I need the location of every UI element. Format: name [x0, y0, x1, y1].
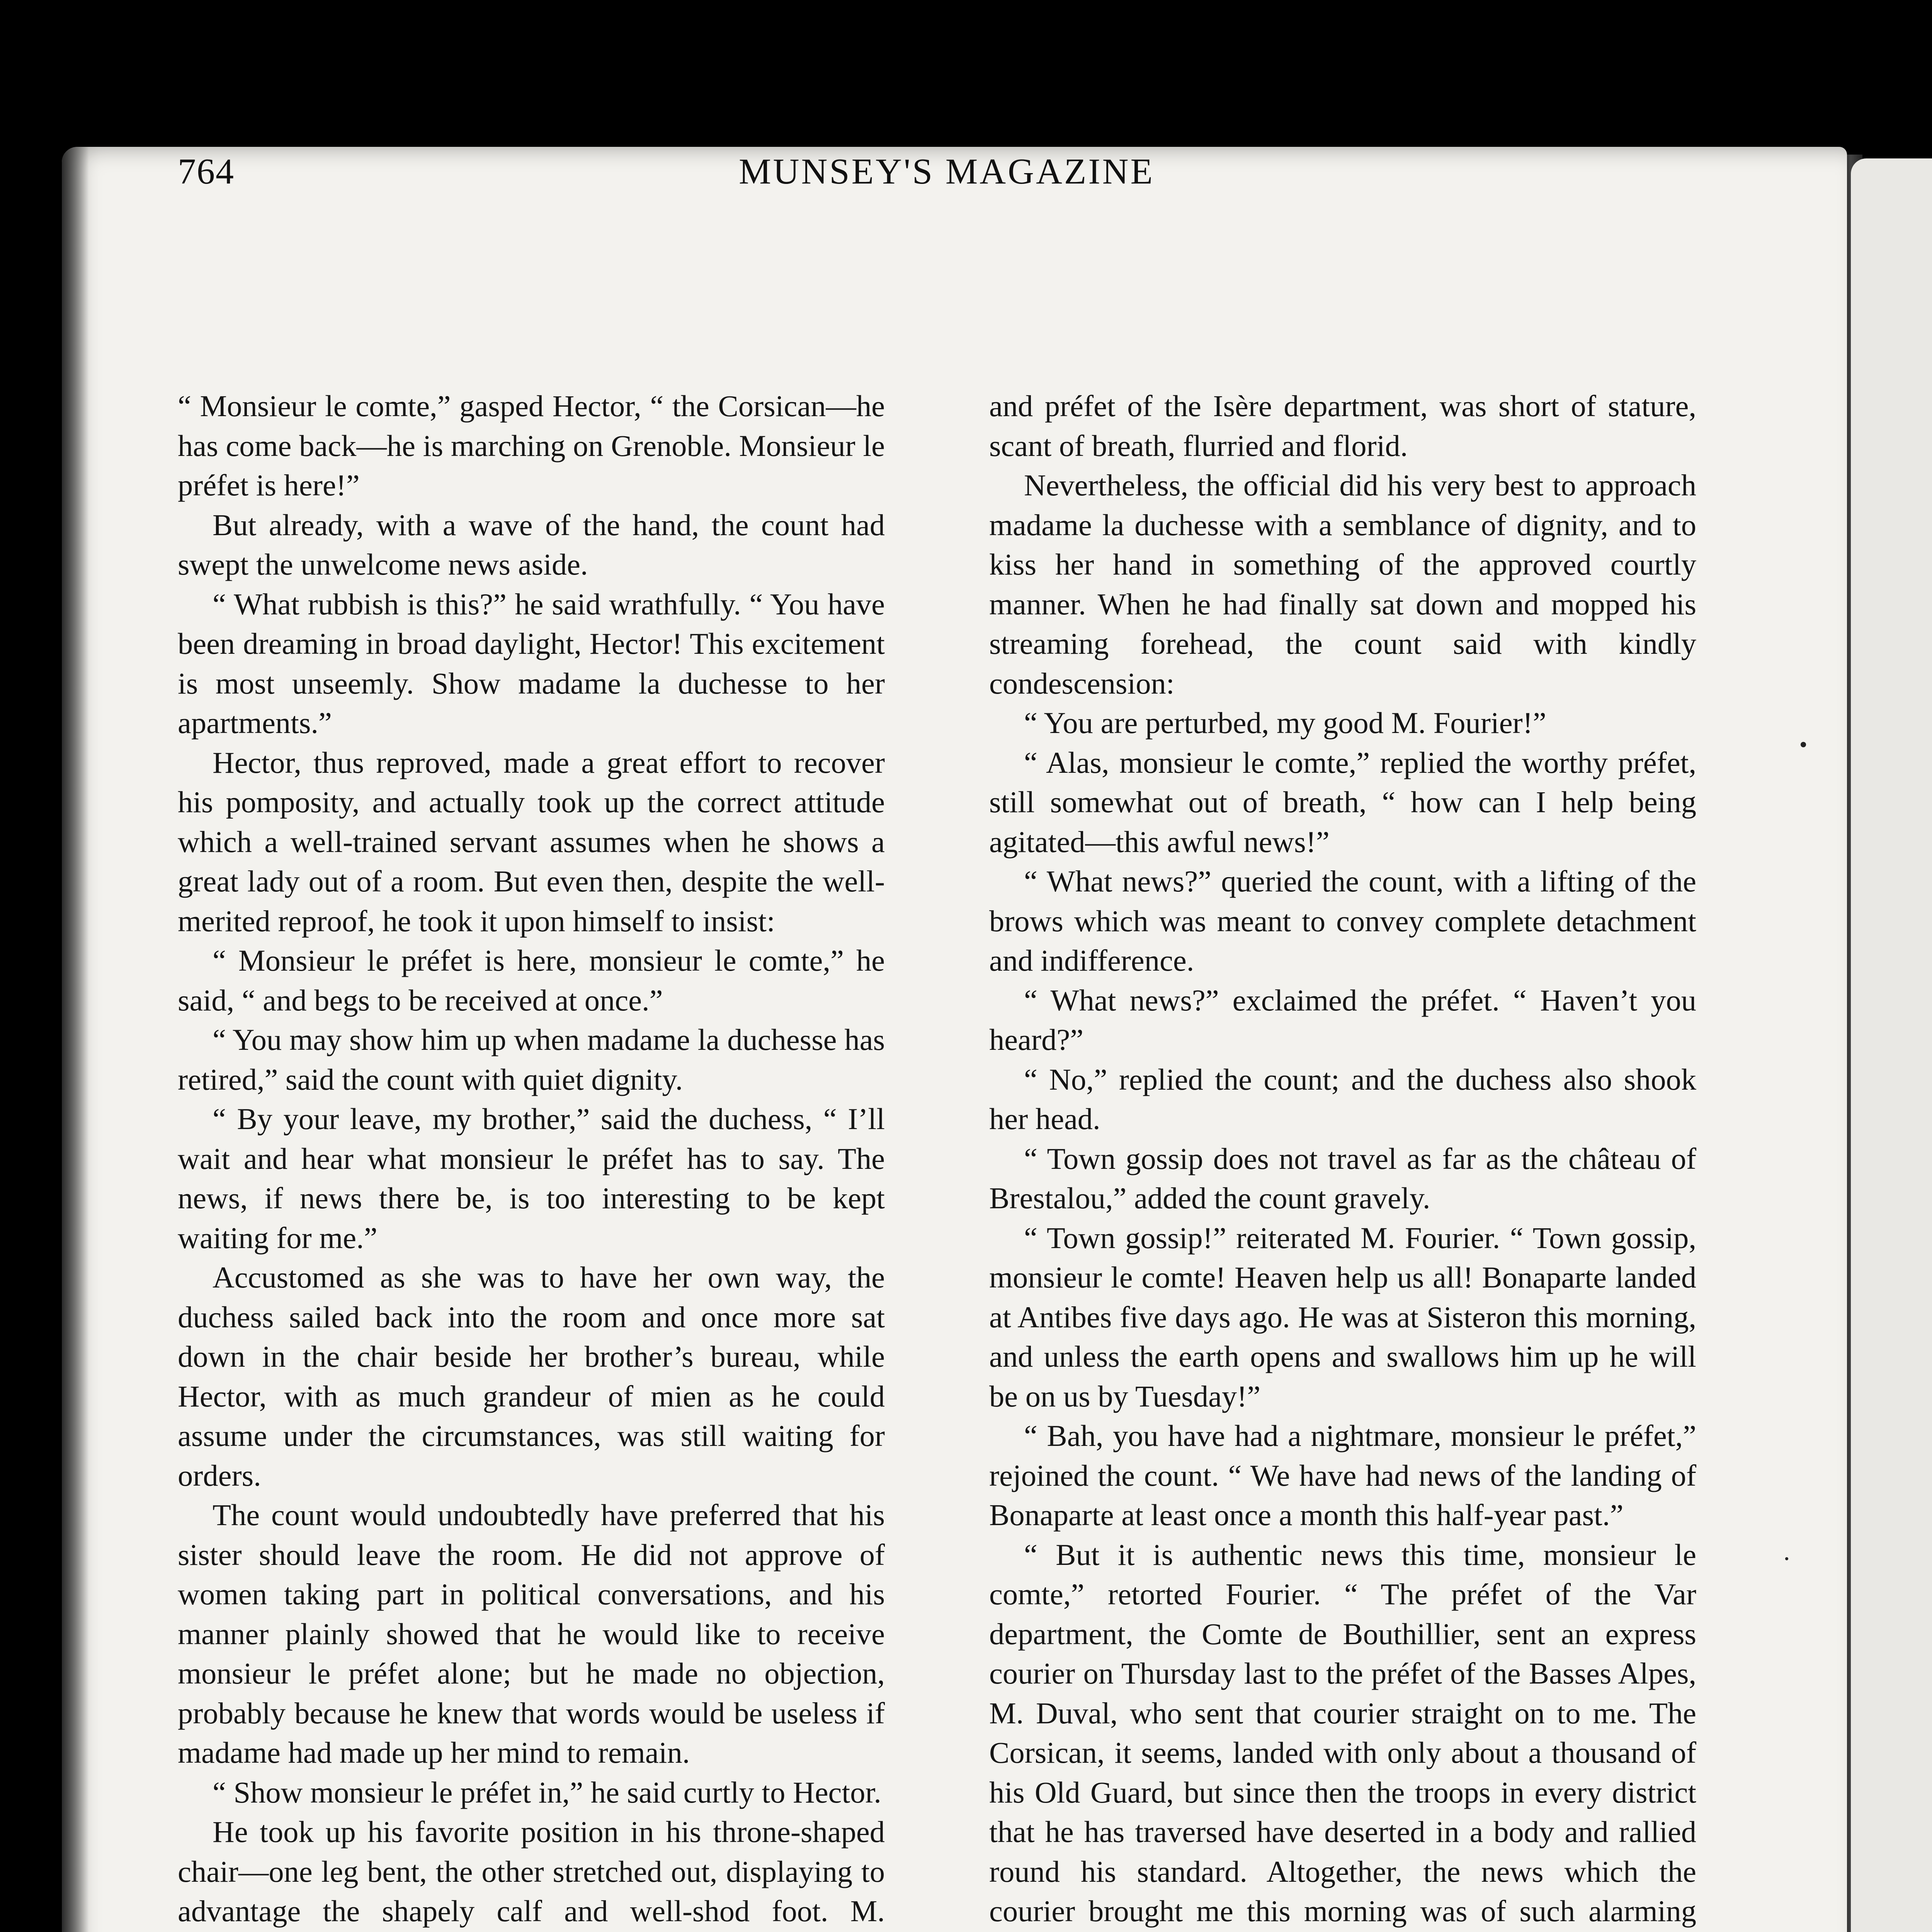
- left-column: [178, 386, 885, 1932]
- right-column: [989, 386, 1696, 1932]
- paragraph: Hector, thus reproved, made a great effort to recover his pomposity, and actually took up the correct attitude which a well-trained servant assumes when he shows a great lady out of a room. But even then, despite the well-merited reproof, he took it upon himself to insist:: [178, 745, 885, 938]
- paragraph: “ Monsieur le préfet is here, monsieur le comte,” he said, “ and begs to be received at once.”: [178, 944, 885, 1017]
- paragraph: “ What rubbish is this?” he said wrathfully. “ You have been dreaming in broad daylight, Hector! This excitement is most unseemly. Show madame la duchesse to her apartments.”: [178, 587, 885, 740]
- print-speck: [1785, 1557, 1788, 1560]
- paragraph: “ What news?” exclaimed the préfet. “ Haven’t you heard?”: [989, 983, 1696, 1056]
- paragraph: and préfet of the Isère department, was short of stature, scant of breath, flurried and florid.: [989, 389, 1696, 463]
- paragraph: But already, with a wave of the hand, the count had swept the unwelcome news aside.: [178, 508, 885, 581]
- next-page-edge: [1851, 158, 1932, 1932]
- page-header: [178, 151, 1716, 193]
- paragraph: “ Alas, monsieur le comte,” replied the worthy préfet, still somewhat out of breath, “ how can I help being agitated—this awful news!”: [989, 745, 1696, 859]
- paragraph: “ But it is authentic news this time, monsieur le comte,” retorted Fourier. “ The préfet of the Var department, the Comte de Bouthillier, sent an express courier on Thursday last to the préfet of the Basses Alpes, M. Duval, who sent that courier straight on to me. The Corsican, it seems, landed with only about a thousand of his Old Guard, but since then the troops in every district that he has traversed have deserted in a body and rallied round his standard. Altogether, the news which the courier brought me this morning was of such alarming: [989, 1537, 1696, 1928]
- paragraph: “ What news?” queried the count, with a lifting of the brows which was meant to convey complete detachment and indifference.: [989, 864, 1696, 977]
- paragraph: Accustomed as she was to have her own way, the duchess sailed back into the room and once more sat down in the chair beside her brother’s bureau, while Hector, with as much grandeur of mien as he could assume under the circumstances, was still waiting for orders.: [178, 1260, 885, 1492]
- print-speck: [1801, 742, 1806, 747]
- paragraph: “ Show monsieur le préfet in,” he said curtly to Hector.: [213, 1775, 881, 1809]
- paragraph: “ Monsieur le comte,” gasped Hector, “ the Corsican—he has come back—he is marching on Grenoble. Monsieur le préfet is here!”: [178, 389, 885, 502]
- paragraph: “ Town gossip does not travel as far as the château of Brestalou,” added the count gravely.: [989, 1141, 1696, 1215]
- paragraph: He took up his favorite position in his throne-shaped chair—one leg bent, the other stretched out, displaying to advantage the shapely calf and well-shod foot. M.: [178, 1815, 885, 1928]
- running-title: MUNSEY'S MAGAZINE: [739, 151, 1155, 192]
- paragraph: Nevertheless, the official did his very best to approach madame la duchesse with a semblance of dignity, and to kiss her hand in something of the approved courtly manner. When he had finally sat down and mopped his streaming forehead, the count said with kindly condescension:: [989, 468, 1696, 700]
- paragraph: “ By your leave, my brother,” said the duchess, “ I’ll wait and hear what monsieur le préfet has to say. The news, if news there be, is too interesting to be kept waiting for me.”: [178, 1102, 885, 1255]
- paragraph: “ You may show him up when madame la duchesse has retired,” said the count with quiet dignity.: [178, 1023, 885, 1096]
- paragraph: “ You are perturbed, my good M. Fourier!”: [1024, 706, 1546, 740]
- paragraph: “ Bah, you have had a nightmare, monsieur le préfet,” rejoined the count. “ We have had news of the landing of Bonaparte at least once a month this half-year past.”: [989, 1419, 1696, 1532]
- paragraph: “ No,” replied the count; and the duchess also shook her head.: [989, 1062, 1696, 1136]
- paragraph: The count would undoubtedly have preferred that his sister should leave the room. He did not approve of women taking part in political conversations, and his manner plainly showed that he would like to receive monsieur le préfet alone; but he made no objection, probably because he knew that words would be useless if madame had made up her mind to remain.: [178, 1498, 885, 1769]
- page-number: 764: [178, 151, 235, 192]
- paragraph: “ Town gossip!” reiterated M. Fourier. “ Town gossip, monsieur le comte! Heaven help us all! Bonaparte landed at Antibes five days ago. He was at Sisteron this morning, and unless the earth opens and swallows him up he will be on us by Tuesday!”: [989, 1221, 1696, 1413]
